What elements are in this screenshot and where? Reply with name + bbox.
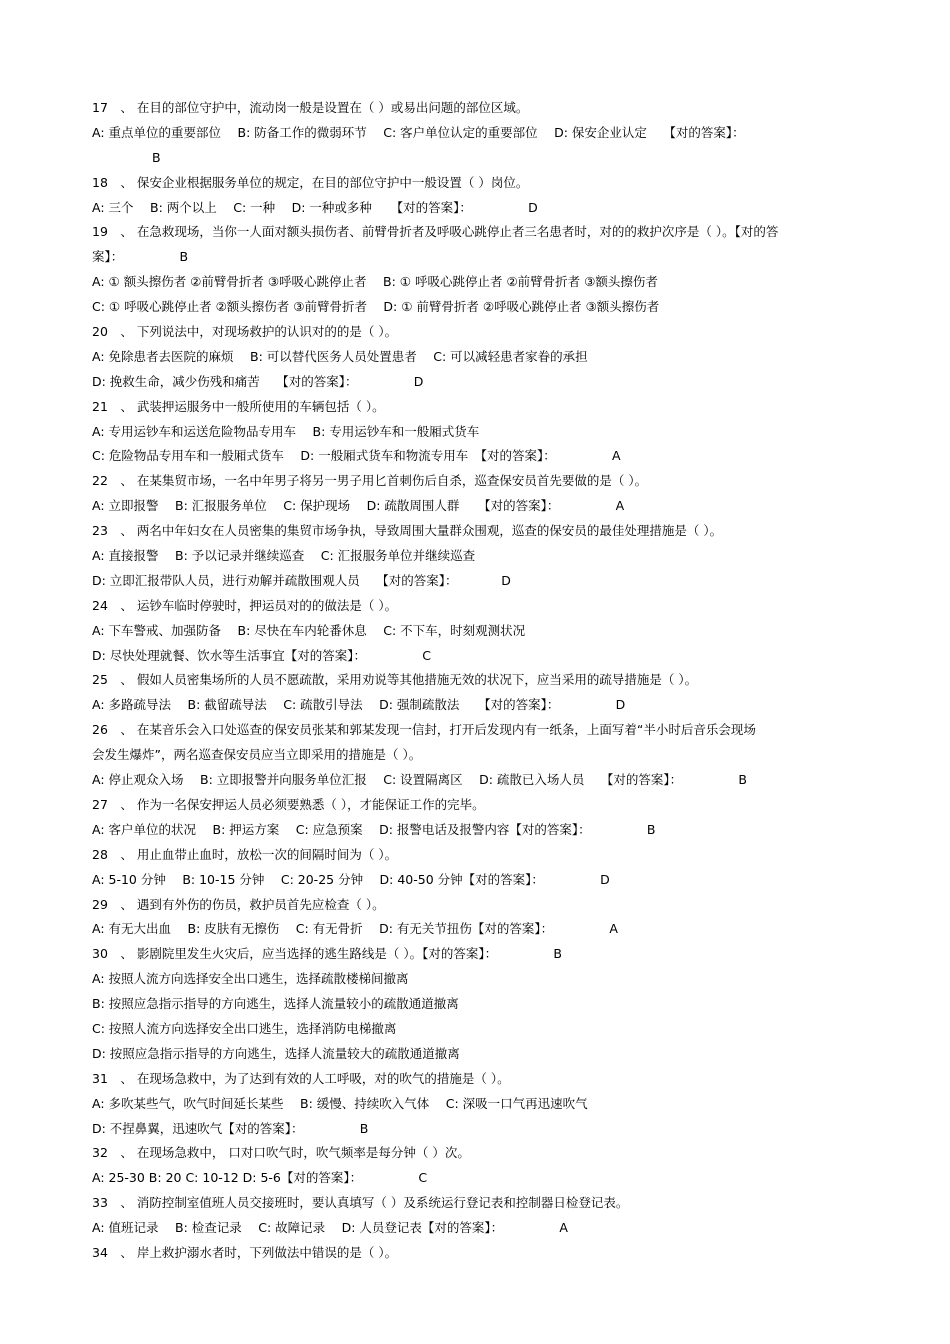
question-text: 32 、 在现场急救中， 口对口吹气时，吹气频率是每分钟（ ）次。 [92,1145,470,1161]
question-list [92,96,872,1266]
question-text: 30 、 影剧院里发生火灾后，应当选择的逃生路线是（ ）。【对的答案】： B [92,946,562,962]
question-text: 29 、 遇到有外伤的伤员，救护员首先应检查（ ）。 [92,896,385,912]
question-text: 23 、 两名中年妇女在人员密集的集贸市场争执，导致周围大量群众围观，巡查的保安员的最佳处理措施是（ ）。 [92,523,723,539]
question-text: 17 、 在目的部位守护中，流动岗一般是设置在（ ）或易出问题的部位区域。 [92,100,529,115]
answer-options: A: 5-10 分钟 B: 10-15 分钟 C: 20-25 分钟 D: 40-50 分钟【对的答案】： D [92,871,610,887]
answer-options: A: 三个 B: 两个以上 C: 一种 D: 一种或多种 【对的答案】： D [92,199,538,215]
answer-options: C: 按照人流方向选择安全出口逃生，选择消防电梯撤离 [92,1020,397,1036]
question-text: 25 、 假如人员密集场所的人员不愿疏散，采用劝说等其他措施无效的状况下，应当采用的疏导措施是（ ）。 [92,672,698,688]
answer-options: A: 专用运钞车和运送危险物品专用车 B: 专用运钞车和一般厢式货车 [92,423,480,439]
answer-options: D: 立即汇报带队人员，进行劝解并疏散围观人员 【对的答案】： D [92,572,511,588]
answer-options: A: 值班记录 B: 检查记录 C: 故障记录 D: 人员登记表【对的答案】： A [92,1220,568,1236]
question-text: 会发生爆炸”，两名巡查保安员应当立即采用的措施是（ ）。 [92,747,422,763]
question-text: 22 、 在某集贸市场，一名中年男子将另一男子用匕首刺伤后自杀，巡查保安员首先要做的是（ ）。 [92,473,648,489]
question-text: 18 、 保安企业根据服务单位的规定，在目的部位守护中一般设置（ ）岗位。 [92,174,529,190]
answer-options: A: 多吹某些气，吹气时间延长某些 B: 缓慢、持续吹入气体 C: 深吸一口气再迅速吹气 [92,1095,588,1111]
answer-options: A: 重点单位的重要部位 B: 防备工作的微弱环节 C: 客户单位认定的重要部位 D: 保安企业认定 【对的答案】： [92,124,745,140]
question-text: 19 、 在急救现场，当你一人面对额头损伤者、前臂骨折者及呼吸心跳停止者三名患者时，对的的救护次序是（ ）。【对的答 [92,224,779,240]
answer-options: B: 按照应急指示指导的方向逃生，选择人流量较小的疏散通道撤离 [92,996,459,1012]
question-text: 34 、 岸上救护溺水者时，下列做法中错误的是（ ）。 [92,1244,398,1260]
answer-options: A: 客户单位的状况 B: 押运方案 C: 应急预案 D: 报警电话及报警内容【对的答案】： B [92,821,656,837]
answer-options: D: 尽快处理就餐、饮水等生活事宜【对的答案】： C [92,647,432,663]
answer-options: A: 免除患者去医院的麻烦 B: 可以替代医务人员处置患者 C: 可以减轻患者家眷的承担 [92,348,588,364]
answer-options: A: 多路疏导法 B: 截留疏导法 C: 疏散引导法 D: 强制疏散法 【对的答案】： D [92,697,626,713]
answer-continuation: B [152,149,161,165]
answer-options: C: 危险物品专用车和一般厢式货车 D: 一般厢式货车和物流专用车 【对的答案】： A [92,448,621,464]
question-text: 26 、 在某音乐会入口处巡查的保安员张某和郭某发现一信封，打开后发现内有一纸条，上面写着“半小时后音乐会现场 [92,722,756,738]
answer-options: A: 停止观众入场 B: 立即报警并向服务单位汇报 C: 设置隔离区 D: 疏散已入场人员 【对的答案】： B [92,772,747,788]
answer-options: A: 下车警戒、加强防备 B: 尽快在车内轮番休息 C: 不下车，时刻观测状况 [92,622,526,638]
answer-options: D: 按照应急指示指导的方向逃生，选择人流量较大的疏散通道撤离 [92,1045,460,1061]
question-text: 20 、 下列说法中，对现场救护的认识对的的是（ ）。 [92,324,398,340]
question-text: 28 、 用止血带止血时，放松一次的间隔时间为（ ）。 [92,846,398,862]
answer-options: A: 立即报警 B: 汇报服务单位 C: 保护现场 D: 疏散周围人群 【对的答案】： A [92,498,625,514]
answer-options: A: 25-30 B: 20 C: 10-12 D: 5-6【对的答案】： C [92,1170,428,1186]
question-text: 24 、 运钞车临时停驶时，押运员对的的做法是（ ）。 [92,597,398,613]
answer-options: C: ① 呼吸心跳停止者 ②额头擦伤者 ③前臂骨折者 D: ① 前臂骨折者 ②呼吸心跳停止者 ③额头擦伤者 [92,299,660,315]
question-text: 案】： B [92,249,189,265]
answer-options: D: 挽救生命，减少伤残和痛苦 【对的答案】： D [92,373,424,389]
answer-options: A: ① 额头擦伤者 ②前臂骨折者 ③呼吸心跳停止者 B: ① 呼吸心跳停止者 ②前臂骨折者 ③额头擦伤者 [92,274,658,290]
question-text: 33 、 消防控制室值班人员交接班时，要认真填写（ ）及系统运行登记表和控制器日检登记表。 [92,1195,629,1211]
answer-options: A: 按照人流方向选择安全出口逃生，选择疏散楼梯间撤离 [92,971,409,987]
question-text: 21 、 武装押运服务中一般所使用的车辆包括（ ）。 [92,398,385,414]
answer-options: D: 不捏鼻翼，迅速吹气【对的答案】： B [92,1120,369,1136]
question-text: 31 、 在现场急救中，为了达到有效的人工呼吸，对的吹气的措施是（ ）。 [92,1070,510,1086]
answer-options: A: 有无大出血 B: 皮肤有无擦伤 C: 有无骨折 D: 有无关节扭伤【对的答案】： A [92,921,618,937]
answer-options: A: 直接报警 B: 予以记录并继续巡查 C: 汇报服务单位并继续巡查 [92,548,476,564]
question-text: 27 、 作为一名保安押运人员必须要熟悉（ ），才能保证工作的完毕。 [92,796,485,812]
